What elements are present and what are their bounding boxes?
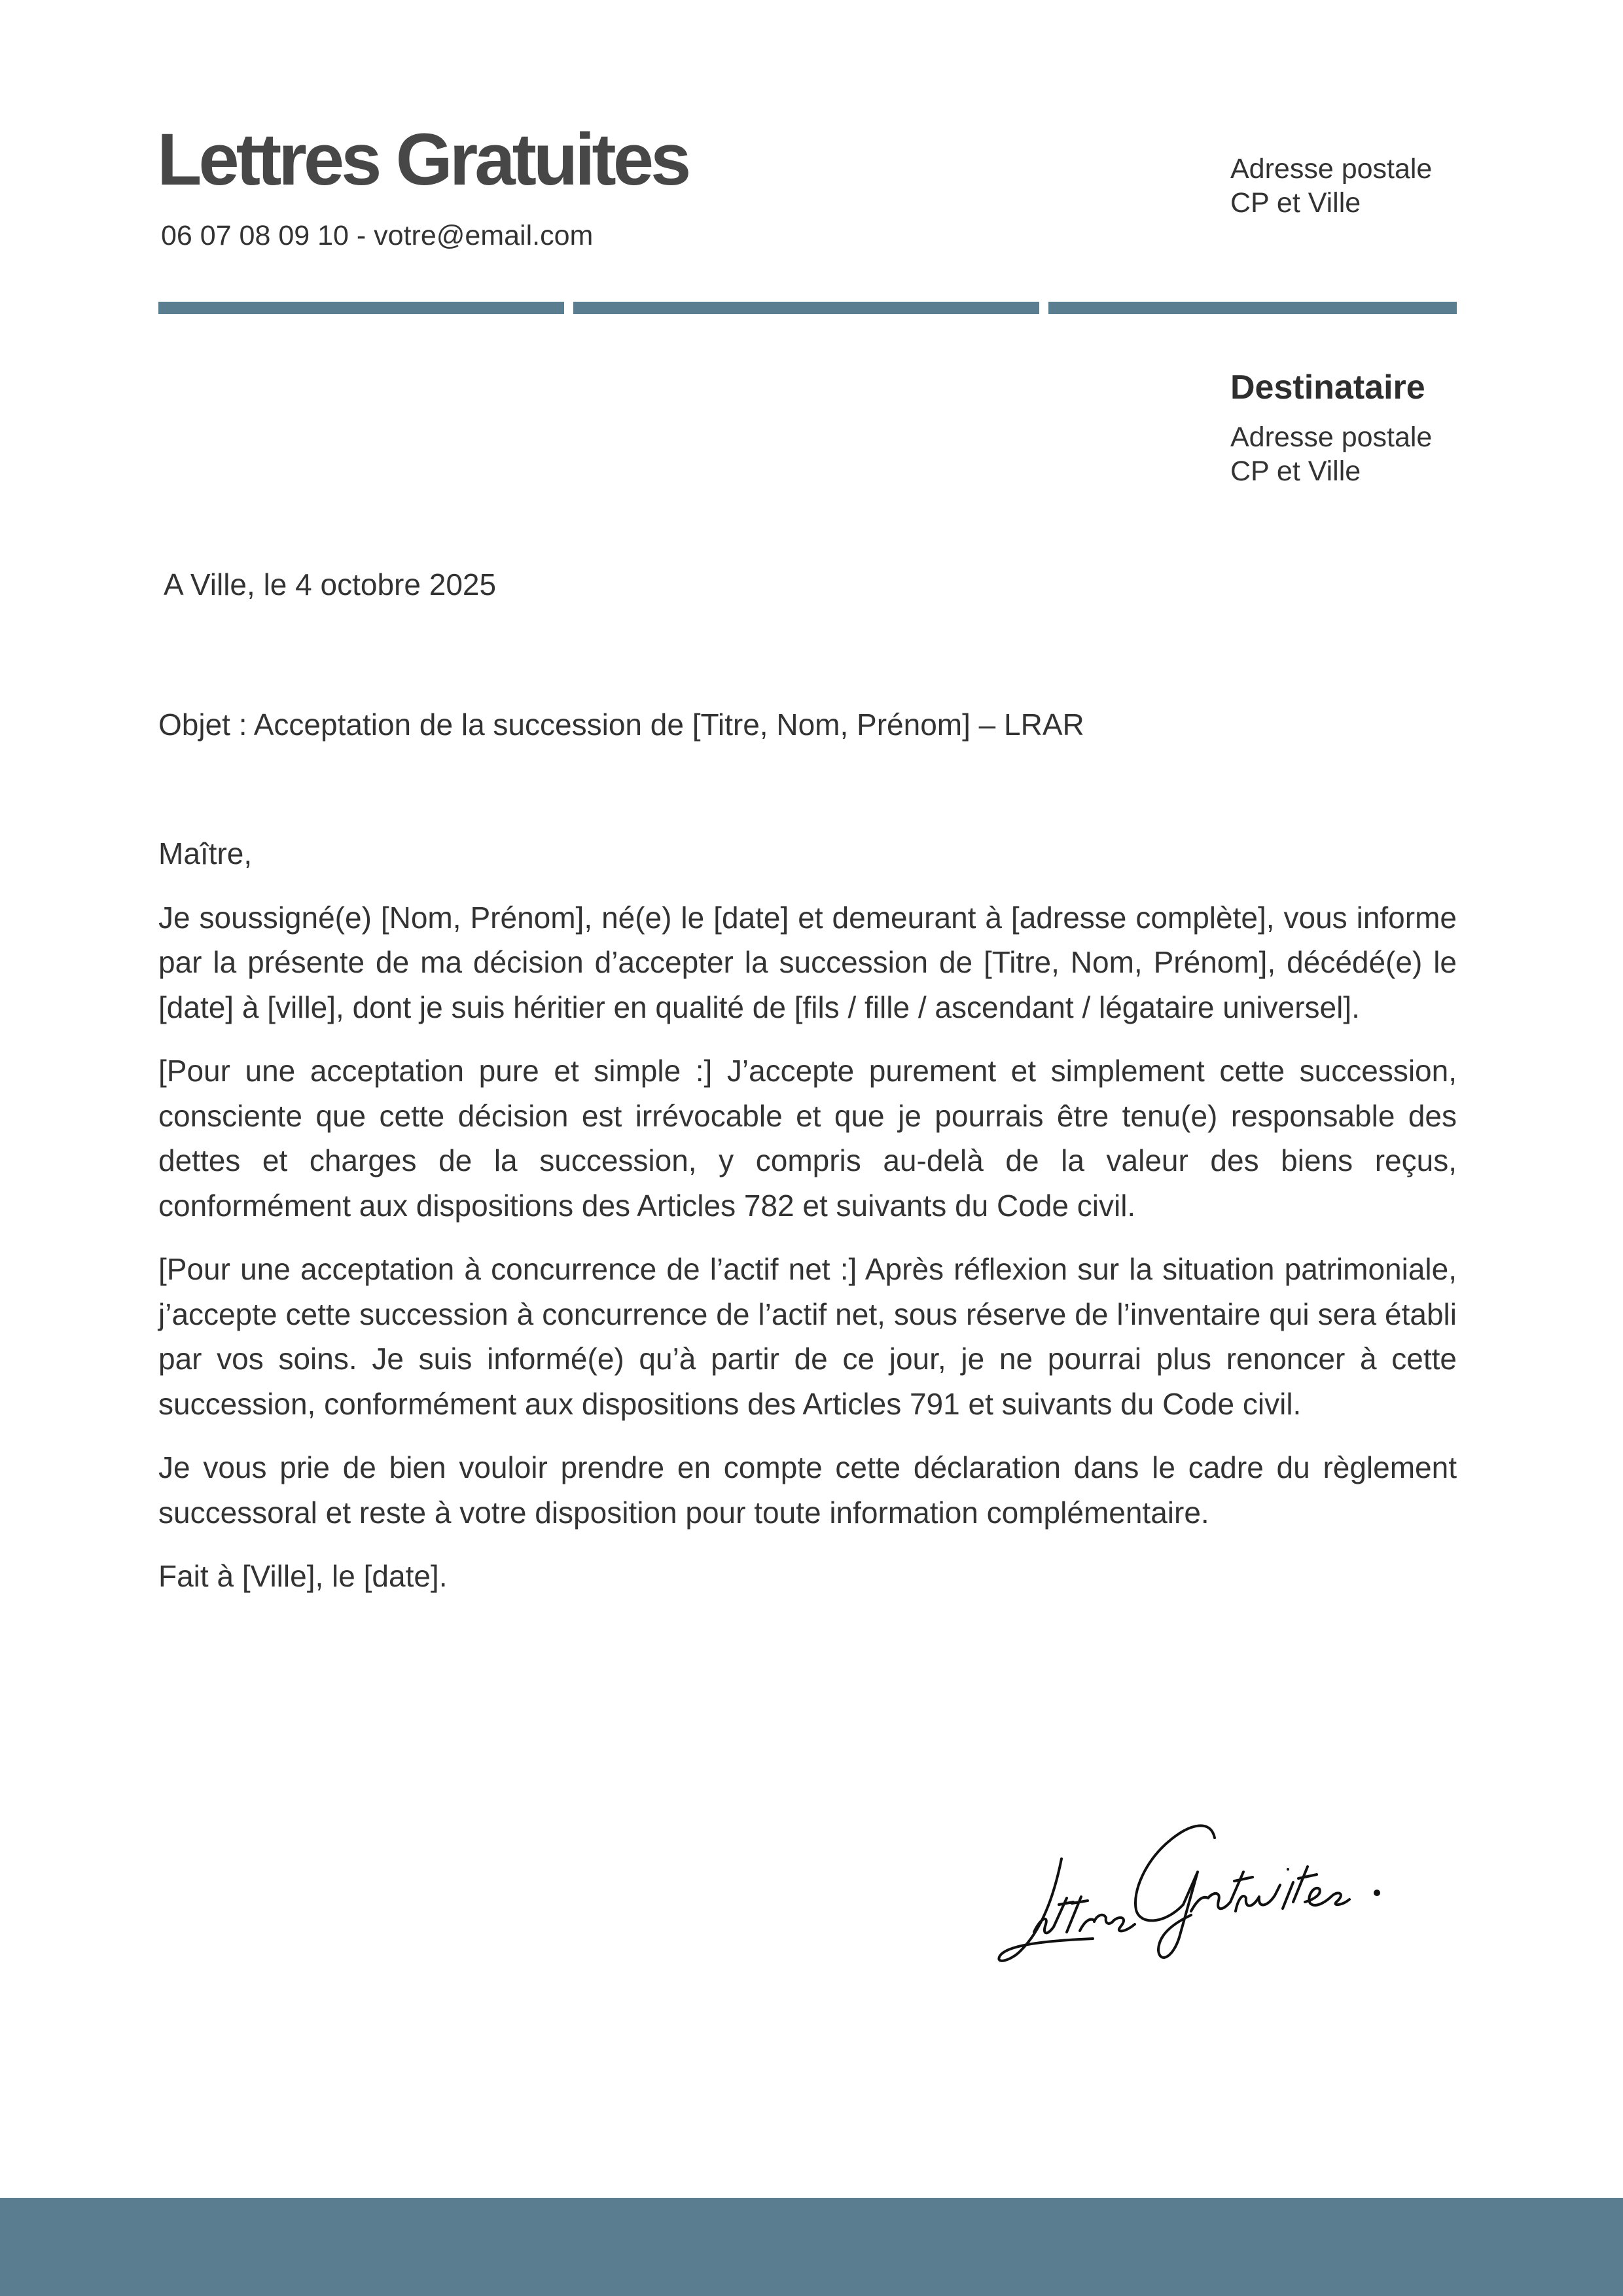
letter-greeting: Maître,	[158, 836, 253, 870]
sender-address-line2: CP et Ville	[1230, 187, 1361, 219]
letter-subject: Objet : Acceptation de la succession de [Titre, Nom, Prénom] – LRAR	[158, 708, 1084, 742]
recipient-address-line2: CP et Ville	[1230, 456, 1361, 487]
header-divider-segment	[158, 302, 564, 314]
header-divider-segment	[1048, 302, 1457, 314]
sender-address-line1: Adresse postale	[1230, 153, 1433, 185]
footer-band	[0, 2198, 1623, 2296]
letter-closing: Fait à [Ville], le [date].	[158, 1559, 448, 1593]
signature-dot	[1374, 1890, 1380, 1896]
brand-name: Lettres Gratuites	[157, 118, 688, 200]
header-divider-segment	[573, 302, 1039, 314]
recipient-address-line1: Adresse postale	[1230, 422, 1433, 453]
sender-address	[1230, 152, 1432, 220]
letter-paragraph: [Pour une acceptation à concurrence de l’actif net :] Après réflexion sur la situation patrimoniale, j’accepte cette succession à concurrence de l’actif net, sous réserve de l’inventaire qui sera établi par vos soins. Je suis informé(e) qu’à partir de ce jour, je ne pourrai plus renoncer à cette succession, conformément aux dispositions des Articles 791 et suivants du Code civil.	[158, 1252, 1457, 1421]
letter-paragraph: Je soussigné(e) [Nom, Prénom], né(e) le [date] et demeurant à [adresse complète], vous informe par la présente de ma décision d’accepter la succession de [Titre, Nom, Prénom], décédé(e) le [date] à [ville], dont je suis héritier en qualité de [fils / fille / ascendant / légataire universel].	[158, 900, 1457, 1024]
recipient-address	[1230, 420, 1432, 488]
letter-paragraph: Je vous prie de bien vouloir prendre en compte cette déclaration dans le cadre du règlement successoral et reste à votre disposition pour toute information complémentaire.	[158, 1450, 1457, 1530]
letter-body	[158, 831, 1457, 1618]
sender-contact: 06 07 08 09 10 - votre@email.com	[161, 220, 594, 251]
letter-date: A Ville, le 4 octobre 2025	[164, 567, 497, 601]
signature-image	[975, 1787, 1394, 1970]
letter-paragraph: [Pour une acceptation pure et simple :] J’accepte purement et simplement cette succession, consciente que cette décision est irrévocable et que je pourrais être tenu(e) responsable des dettes et charges de la succession, y compris au-delà de la valeur des biens reçus, conformément aux dispositions des Articles 782 et suivants du Code civil.	[158, 1054, 1457, 1223]
recipient-title: Destinataire	[1230, 368, 1425, 406]
